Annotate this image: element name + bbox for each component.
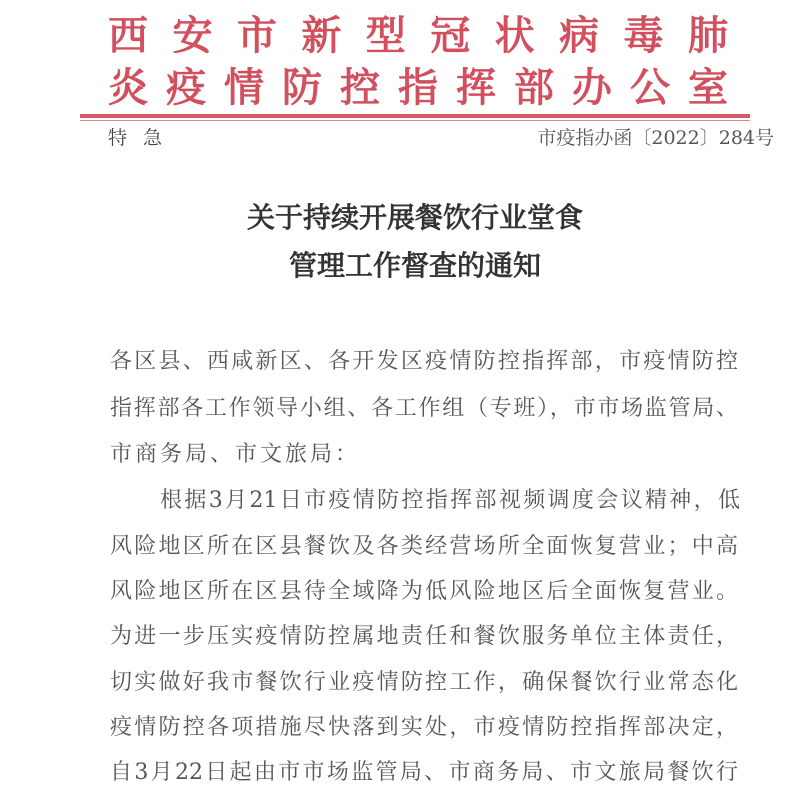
body-line: 指挥部各工作领导小组、各工作组（专班），市市场监管局、 bbox=[110, 396, 738, 421]
letterhead-divider-thin bbox=[80, 120, 750, 121]
body-line: 根据3月21日市疫情防控指挥部视频调度会议精神，低 bbox=[160, 488, 740, 513]
body-line: 市商务局、市文旅局： bbox=[110, 442, 361, 467]
letterhead-line-2: 炎疫情防控指挥部办公室 bbox=[108, 64, 728, 111]
body-line: 自3月22日起由市市场监管局、市商务局、市文旅局餐饮行 bbox=[110, 760, 738, 785]
letterhead-line-1: 西安市新型冠状病毒肺 bbox=[108, 12, 728, 59]
body-line: 为进一步压实疫情防控属地责任和餐饮服务单位主体责任， bbox=[110, 624, 738, 649]
letterhead-divider bbox=[80, 114, 750, 118]
document-number: 市疫指办函〔2022〕284号 bbox=[537, 127, 774, 149]
document-title-line-2: 管理工作督查的通知 bbox=[288, 249, 541, 282]
body-line: 疫情防控各项措施尽快落到实处，市疫情防控指挥部决定， bbox=[110, 715, 738, 740]
body-line: 风险地区所在区县待全域降为低风险地区后全面恢复营业。 bbox=[110, 579, 738, 604]
body-line: 各区县、西咸新区、各开发区疫情防控指挥部，市疫情防控 bbox=[110, 349, 738, 374]
body-line: 切实做好我市餐饮行业疫情防控工作，确保餐饮行业常态化 bbox=[110, 670, 738, 695]
body-line: 风险地区所在区县餐饮及各类经营场所全面恢复营业；中高 bbox=[110, 534, 738, 559]
document-title-line-1: 关于持续开展餐饮行业堂食 bbox=[246, 201, 583, 234]
urgency-label: 特急 bbox=[108, 127, 179, 149]
